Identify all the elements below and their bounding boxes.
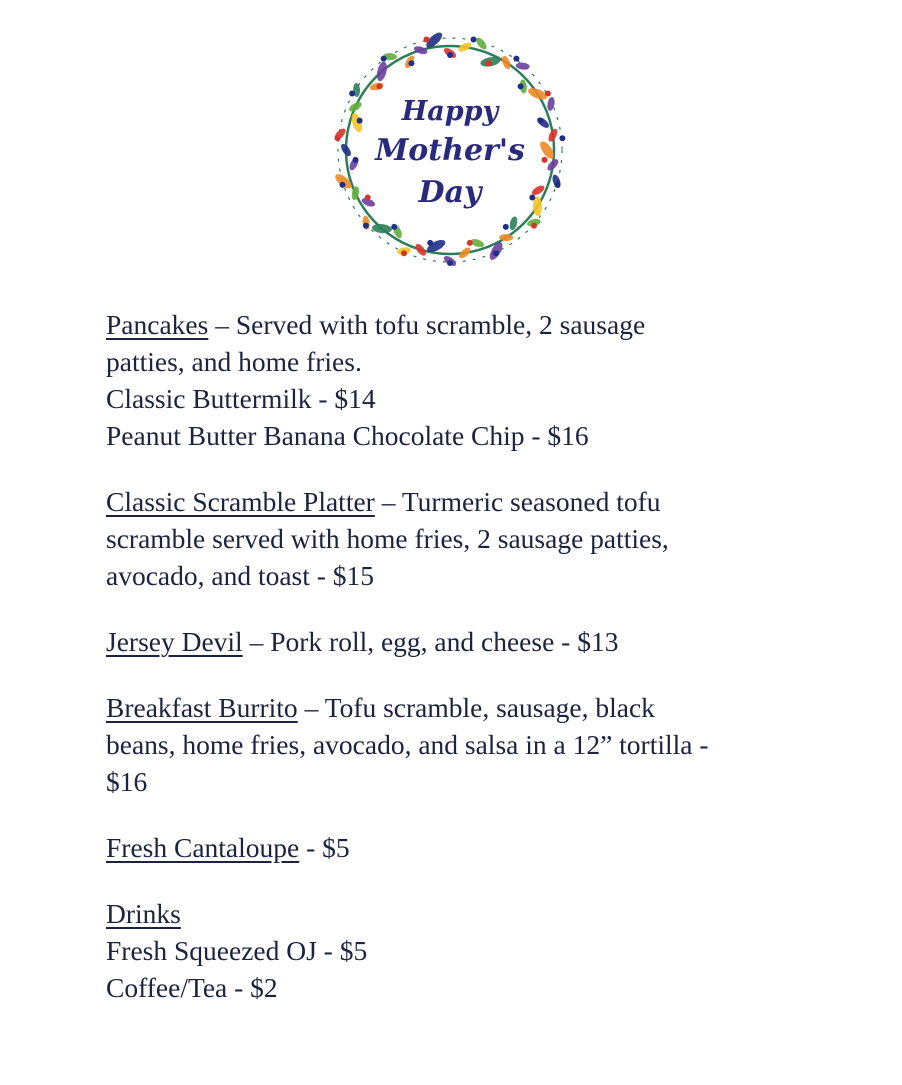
section-title-pancakes: Pancakes bbox=[106, 309, 209, 340]
wreath-leaf bbox=[413, 45, 429, 56]
wreath-berry bbox=[365, 195, 371, 201]
wreath-berry bbox=[424, 37, 430, 43]
wreath-berry bbox=[381, 56, 387, 62]
menu-item-classic-buttermilk: Classic Buttermilk - $14 bbox=[106, 383, 376, 414]
wreath-leaf bbox=[375, 61, 389, 83]
scramble-description-end: avocado, and toast - $15 bbox=[106, 560, 375, 591]
wreath-berry bbox=[467, 240, 473, 246]
wreath-berry bbox=[559, 135, 565, 141]
wreath-berry bbox=[503, 224, 509, 230]
section-title-breakfast-burrito: Breakfast Burrito bbox=[106, 692, 298, 723]
wreath-berry bbox=[340, 182, 346, 188]
pancakes-description-cont: patties, and home fries. bbox=[106, 346, 362, 377]
wreath-leaf bbox=[500, 55, 512, 71]
wreath-berry bbox=[363, 223, 369, 229]
wreath-berry bbox=[486, 60, 492, 66]
wreath-berry bbox=[427, 240, 433, 246]
scramble-description: – Turmeric seasoned tofu bbox=[374, 486, 661, 517]
wreath-berry bbox=[542, 157, 548, 163]
logo-line-happy: Happy bbox=[401, 96, 499, 127]
menu-section-jersey-devil bbox=[106, 623, 806, 660]
wreath-berry bbox=[408, 60, 414, 66]
wreath-berry bbox=[391, 224, 397, 230]
wreath-berry bbox=[376, 83, 382, 89]
wreath-berry bbox=[471, 37, 477, 43]
wreath-leaf bbox=[414, 242, 428, 257]
menu-section-pancakes bbox=[106, 306, 806, 454]
menu-item-fresh-oj: Fresh Squeezed OJ - $5 bbox=[106, 935, 368, 966]
wreath-berry bbox=[531, 223, 537, 229]
wreath-berry bbox=[493, 250, 499, 256]
menu-item-coffee-tea: Coffee/Tea - $2 bbox=[106, 972, 278, 1003]
burrito-description: – Tofu scramble, sausage, black bbox=[297, 692, 655, 723]
wreath-berry bbox=[401, 250, 407, 256]
wreath-berry bbox=[357, 118, 363, 124]
wreath-berry bbox=[529, 195, 535, 201]
pancakes-description: – Served with tofu scramble, 2 sausage bbox=[208, 309, 646, 340]
section-title-scramble-platter: Classic Scramble Platter bbox=[106, 486, 375, 517]
wreath-leaf bbox=[457, 41, 473, 54]
wreath-berry bbox=[537, 118, 543, 124]
wreath-berry bbox=[447, 52, 453, 58]
jersey-devil-description: – Pork roll, egg, and cheese - $13 bbox=[242, 626, 619, 657]
menu-section-fresh-cantaloupe bbox=[106, 829, 806, 866]
wreath-berry bbox=[513, 56, 519, 62]
happy-mothers-day-logo bbox=[322, 22, 578, 278]
wreath-berry bbox=[335, 135, 341, 141]
menu-section-scramble-platter bbox=[106, 483, 806, 594]
cantaloupe-price: - $5 bbox=[299, 832, 350, 863]
burrito-price: $16 bbox=[106, 766, 148, 797]
menu-section-drinks bbox=[106, 895, 806, 1006]
wreath-leaf bbox=[547, 127, 560, 143]
wreath-leaf bbox=[348, 100, 364, 113]
wreath-berry bbox=[518, 83, 524, 89]
section-title-drinks: Drinks bbox=[106, 898, 181, 929]
wreath-berry bbox=[353, 157, 359, 163]
wreath-berry bbox=[555, 182, 561, 188]
wreath-leaf bbox=[371, 223, 392, 234]
menu-item-pb-banana-choc-chip: Peanut Butter Banana Chocolate Chip - $16 bbox=[106, 420, 589, 451]
section-title-fresh-cantaloupe: Fresh Cantaloupe bbox=[106, 832, 300, 863]
logo-line-day: Day bbox=[418, 175, 482, 210]
logo-line-mothers: Mother's bbox=[375, 133, 525, 168]
scramble-description-cont: scramble served with home fries, 2 sausage patties, bbox=[106, 523, 669, 554]
wreath-berry bbox=[349, 91, 355, 97]
section-title-jersey-devil: Jersey Devil bbox=[106, 626, 243, 657]
menu bbox=[106, 306, 806, 1035]
wreath-berry bbox=[447, 260, 453, 266]
menu-section-breakfast-burrito bbox=[106, 689, 806, 800]
wreath-berry bbox=[545, 91, 551, 97]
burrito-description-cont: beans, home fries, avocado, and salsa in a 12” tortilla - bbox=[106, 729, 709, 760]
